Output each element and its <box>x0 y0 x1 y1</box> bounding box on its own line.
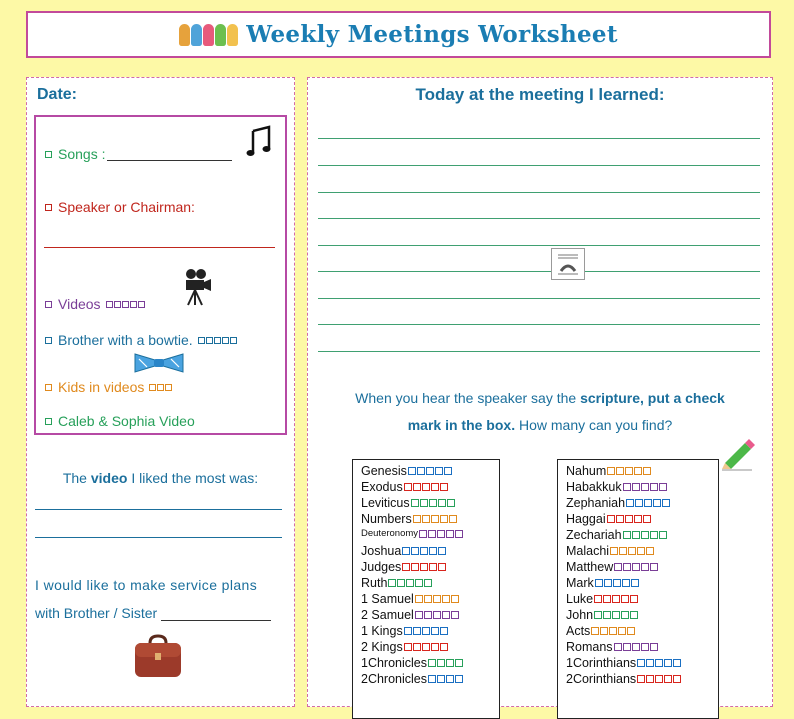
book-name: Leviticus <box>361 496 410 510</box>
book-name: Judges <box>361 560 402 574</box>
item-label: Videos <box>58 296 101 312</box>
book-name: 2Corinthians <box>566 672 637 686</box>
new-testament-book-list <box>557 459 719 719</box>
book-name: 2 Samuel <box>361 608 414 622</box>
check-boxes[interactable] <box>402 547 446 555</box>
check-boxes[interactable] <box>411 499 455 507</box>
check-boxes[interactable] <box>626 499 670 507</box>
checklist-item-caleb-sophia[interactable] <box>45 413 195 429</box>
check-boxes[interactable] <box>607 515 651 523</box>
book-row[interactable] <box>361 656 463 670</box>
book-name: Matthew <box>566 560 614 574</box>
book-name: 2Chronicles <box>361 672 428 686</box>
scripture-instruction-line-2: mark in the box. How many can you find? <box>407 417 673 433</box>
book-row[interactable] <box>566 608 638 622</box>
item-label: Songs : <box>58 146 106 162</box>
tally-boxes[interactable] <box>106 301 145 308</box>
book-name: 1 Kings <box>361 624 403 638</box>
image-placeholder-icon <box>551 248 585 280</box>
check-boxes[interactable] <box>402 563 446 571</box>
book-row[interactable] <box>566 576 639 590</box>
writing-line[interactable] <box>318 165 760 166</box>
tally-boxes[interactable] <box>198 337 237 344</box>
book-name: John <box>566 608 594 622</box>
checkbox[interactable] <box>45 418 52 425</box>
item-label: Brother with a bowtie. <box>58 332 193 348</box>
book-name: 1Corinthians <box>566 656 637 670</box>
answer-line[interactable] <box>35 537 282 538</box>
book-name: Malachi <box>566 544 610 558</box>
checklist-item-videos[interactable] <box>45 296 145 312</box>
children-icon <box>179 24 238 46</box>
book-row[interactable] <box>566 656 681 670</box>
checkbox[interactable] <box>45 151 52 158</box>
writing-line[interactable] <box>318 138 760 139</box>
check-boxes[interactable] <box>428 675 463 683</box>
book-name: Mark <box>566 576 594 590</box>
book-row[interactable] <box>361 544 446 558</box>
left-panel <box>26 77 295 707</box>
favorite-video-prompt: The video I liked the most was: <box>62 470 259 486</box>
speaker-answer-line[interactable] <box>44 247 275 248</box>
checklist-item-kids[interactable] <box>45 379 172 395</box>
check-boxes[interactable] <box>404 643 448 651</box>
book-name: Habakkuk <box>566 480 622 494</box>
book-row[interactable] <box>361 496 455 510</box>
check-boxes[interactable] <box>388 579 432 587</box>
writing-line[interactable] <box>318 245 760 246</box>
learned-heading: Today at the meeting I learned: <box>415 85 665 104</box>
check-boxes[interactable] <box>415 611 459 619</box>
page-title: Weekly Meetings Worksheet <box>246 21 618 48</box>
service-plans-text: I would like to make service plans <box>35 577 258 593</box>
book-row[interactable] <box>566 544 654 558</box>
answer-line[interactable] <box>35 509 282 510</box>
check-boxes[interactable] <box>623 483 667 491</box>
book-row[interactable] <box>566 592 638 606</box>
book-row[interactable] <box>566 496 670 510</box>
writing-line[interactable] <box>318 271 760 272</box>
book-row[interactable] <box>361 608 459 622</box>
check-boxes[interactable] <box>404 483 448 491</box>
book-row[interactable] <box>361 512 457 526</box>
check-boxes[interactable] <box>404 627 448 635</box>
check-boxes[interactable] <box>408 467 452 475</box>
book-row[interactable] <box>361 464 452 478</box>
checkbox[interactable] <box>45 337 52 344</box>
old-testament-book-list <box>352 459 500 719</box>
checkbox[interactable] <box>45 384 52 391</box>
book-row[interactable] <box>566 624 635 638</box>
check-boxes[interactable] <box>428 659 463 667</box>
book-name: Ruth <box>361 576 388 590</box>
check-boxes[interactable] <box>415 595 459 603</box>
check-boxes[interactable] <box>637 675 681 683</box>
book-name: Nahum <box>566 464 607 478</box>
book-name: Luke <box>566 592 594 606</box>
book-row[interactable] <box>361 560 446 574</box>
pencil-icon <box>720 439 756 471</box>
book-row[interactable] <box>361 592 459 606</box>
tally-boxes[interactable] <box>149 384 172 391</box>
briefcase-icon <box>131 633 185 681</box>
book-row[interactable] <box>361 528 463 539</box>
writing-line[interactable] <box>318 218 760 219</box>
book-name: Deuteronomy <box>361 528 419 539</box>
brother-sister-answer-line[interactable] <box>161 606 271 621</box>
item-label: Kids in videos <box>58 379 145 395</box>
checklist-item-songs[interactable] <box>45 146 232 162</box>
check-boxes[interactable] <box>419 530 463 538</box>
book-name: Zechariah <box>566 528 622 542</box>
book-row[interactable] <box>566 464 651 478</box>
book-row[interactable] <box>566 512 651 526</box>
book-row[interactable] <box>361 480 448 494</box>
book-row[interactable] <box>361 640 448 654</box>
item-label: Speaker or Chairman: <box>58 199 195 215</box>
book-row[interactable] <box>566 528 667 542</box>
book-row[interactable] <box>566 640 658 654</box>
book-name: 1Chronicles <box>361 656 428 670</box>
book-name: Haggai <box>566 512 606 526</box>
title-banner <box>26 11 771 58</box>
book-row[interactable] <box>566 672 681 686</box>
check-boxes[interactable] <box>607 467 651 475</box>
book-name: 1 Samuel <box>361 592 414 606</box>
checkbox[interactable] <box>45 301 52 308</box>
book-name: 2 Kings <box>361 640 403 654</box>
writing-line[interactable] <box>318 324 760 325</box>
book-name: Romans <box>566 640 613 654</box>
bowtie-icon <box>133 351 185 375</box>
service-plans-line: with Brother / Sister <box>35 605 271 621</box>
music-note-icon <box>246 125 272 159</box>
book-name: Zephaniah <box>566 496 626 510</box>
video-camera-icon <box>182 267 214 307</box>
check-boxes[interactable] <box>413 515 457 523</box>
writing-line[interactable] <box>318 351 760 352</box>
scripture-instruction-line-1: When you hear the speaker say the scripture, put a check <box>355 390 725 406</box>
check-boxes[interactable] <box>610 547 654 555</box>
item-label: Caleb & Sophia Video <box>58 413 195 429</box>
right-panel <box>307 77 773 707</box>
check-boxes[interactable] <box>637 659 681 667</box>
book-name: Joshua <box>361 544 402 558</box>
writing-line[interactable] <box>318 192 760 193</box>
checklist-item-bowtie[interactable] <box>45 332 237 348</box>
checklist-item-speaker[interactable] <box>45 199 195 215</box>
check-boxes[interactable] <box>591 627 635 635</box>
writing-line[interactable] <box>318 298 760 299</box>
book-row[interactable] <box>566 480 667 494</box>
check-boxes[interactable] <box>594 611 638 619</box>
checkbox[interactable] <box>45 204 52 211</box>
book-row[interactable] <box>361 672 463 686</box>
book-row[interactable] <box>566 560 658 574</box>
book-name: Acts <box>566 624 591 638</box>
book-name: Numbers <box>361 512 412 526</box>
checklist-box <box>34 115 287 435</box>
book-name: Exodus <box>361 480 403 494</box>
check-boxes[interactable] <box>623 531 667 539</box>
check-boxes[interactable] <box>594 595 638 603</box>
check-boxes[interactable] <box>614 643 658 651</box>
check-boxes[interactable] <box>614 563 658 571</box>
book-row[interactable] <box>361 576 432 590</box>
book-name: Genesis <box>361 464 407 478</box>
check-boxes[interactable] <box>595 579 639 587</box>
songs-answer-line[interactable] <box>107 148 232 161</box>
book-row[interactable] <box>361 624 448 638</box>
date-label: Date: <box>37 86 78 103</box>
